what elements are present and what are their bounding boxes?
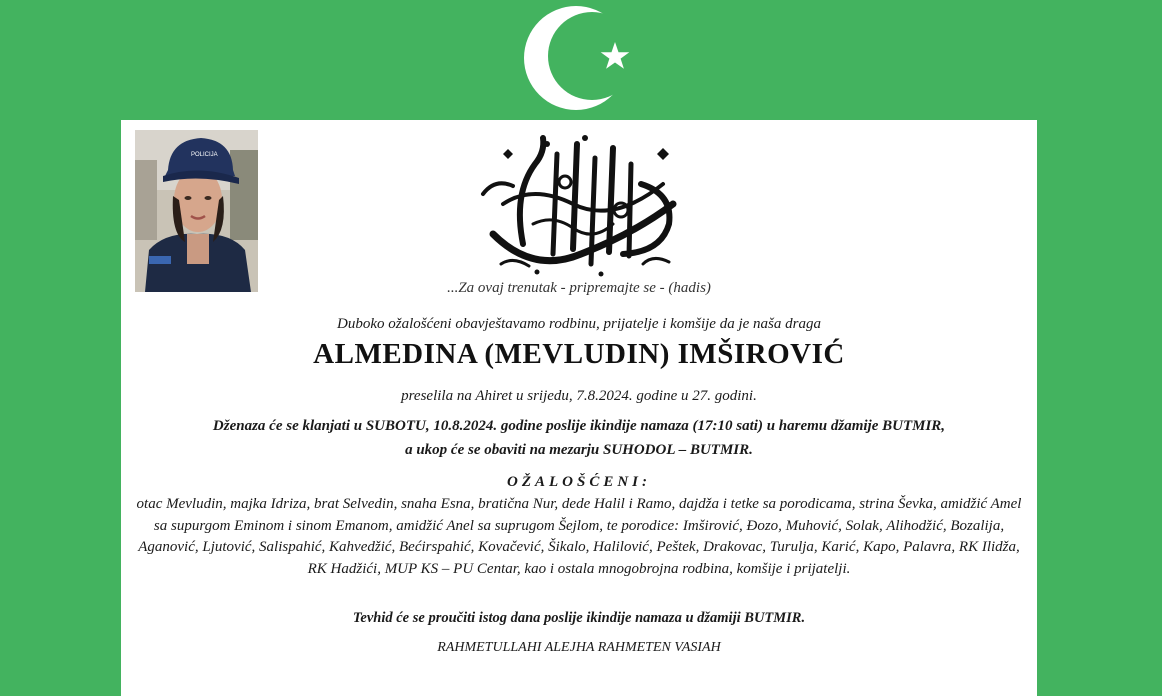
closing-prayer: RAHMETULLAHI ALEJHA RAHMETEN VASIAH: [437, 640, 721, 655]
funeral-prayer-info: Dženaza će se klanjati u SUBOTU, 10.8.2024. godine poslije ikindije namaza (17:10 sati) u haremu džamije BUTMIR,: [212, 418, 946, 434]
mourners-list: otac Mevludin, majka Idriza, brat Selvedin, snaha Esna, bratična Nur, dede Halil i Ramo, dajdža i tetke sa porodicama, strina Ševka, amidžić Amel sa supurgom Eminom i sinom Emanom, amidžić Anel sa suprugom Šejlom, te porodice: Imširović, Đozo, Muhović, Solak, Alihodžić, Bozalija, Aganović, Ljutović, Salispahić, Kahvedžić, Bećirspahić, Kovačević, Šikalo, Halilović, Peštek, Drakovac, Turulja, Karić, Kapo, Palavra, RK Ilidža, RK Hadžići, MUP KS – PU Centar, kao i ostala mnogobrojna rodbina, komšije i prijatelji.: [136, 496, 1022, 577]
hadith-quote: ...Za ovaj trenutak - pripremajte se - (hadis): [447, 280, 711, 296]
mourners-heading: OŽALOŠĆENI:: [506, 474, 651, 490]
portrait-photo: [135, 130, 258, 292]
crescent-star-icon: [524, 6, 634, 110]
deceased-name: ALMEDINA (MEVLUDIN) IMŠIROVIĆ: [313, 338, 845, 370]
arabic-calligraphy-icon: [473, 124, 689, 284]
svg-text:POLICIJA: POLICIJA: [191, 152, 218, 158]
passing-date: preselila na Ahiret u srijedu, 7.8.2024. godine u 27. godini.: [401, 388, 757, 404]
tevhid-info: Tevhid će se proučiti istog dana poslije ikindije namaza u džamiji BUTMIR.: [352, 610, 806, 626]
burial-info: a ukop će se obaviti na mezarju SUHODOL – BUTMIR.: [405, 442, 753, 458]
obituary-sheet: [121, 120, 1037, 696]
intro-text: Duboko ožalošćeni obavještavamo rodbinu, prijatelje i komšije da je naša draga: [337, 316, 821, 332]
